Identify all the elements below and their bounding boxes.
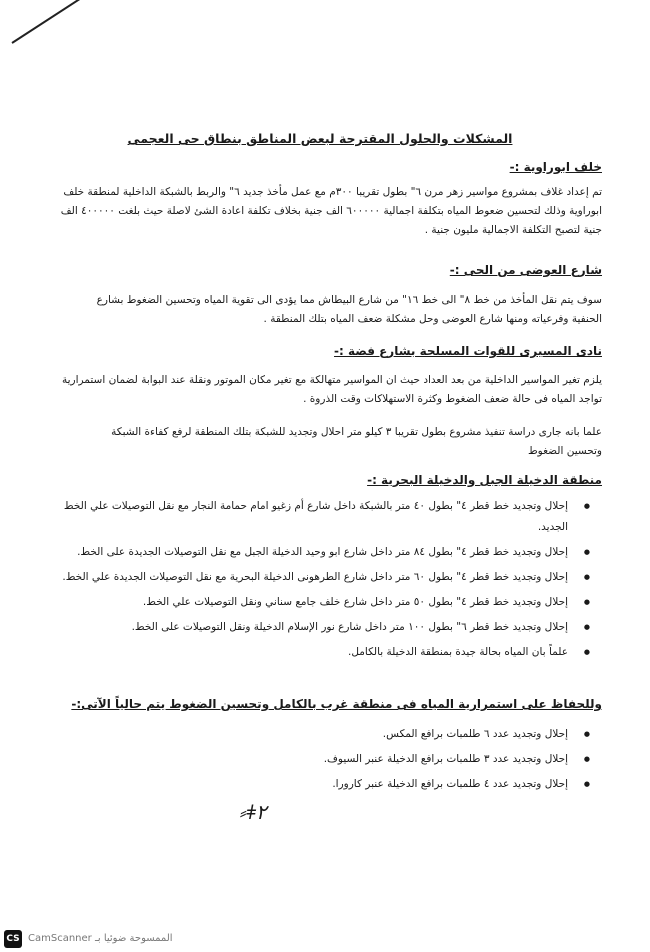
dekheila-bullet-list — [60, 496, 590, 667]
section-heading-dekheila: منطقة الدخيلة الجبل والدخيلة البحرية :- — [367, 473, 602, 487]
scanner-footer — [0, 928, 650, 952]
list-item: ● إحلال وتجديد خط قطر ٦" بطول ١٠٠ متر داخل شارع نور الإسلام الدخيلة ونقل التوصيلات على الخط. — [60, 617, 590, 638]
list-item: ● إحلال وتجديد عدد ٦ طلمبات برافع المكس. — [60, 724, 590, 745]
camscanner-logo-icon: CS — [4, 930, 22, 948]
document-title: المشكلات والحلول المقترحة لبعض المناطق بنطاق حى العجمى — [127, 131, 513, 146]
list-item: ● إحلال وتجديد خط قطر ٤" بطول ٥٠ متر داخل شارع خلف جامع سناني ونقل التوصيلات علي الخط. — [60, 592, 590, 613]
list-item: ● إحلال وتجديد خط قطر ٤" بطول ٦٠ متر داخل شارع الطرهونى الدخيلة البحرية مع نقل التوصيلات الجديدة علي الخط. — [60, 567, 590, 588]
section-heading-messiri-club: نادى المسيرى للقوات المسلحة بشارع فضة :- — [334, 344, 602, 358]
section-paragraph: علما بانه جارى دراسة تنفيذ مشروع بطول تقريبا ٣ كيلو متر احلال وتجديد للشبكة بتلك المنطقة لرفع كفاءة الشبكة وتحسين الضغوط — [111, 426, 602, 457]
list-item: ● إحلال وتجديد عدد ٣ طلمبات برافع الدخيلة عنبر السيوف. — [60, 749, 590, 770]
section-paragraph: سوف يتم نقل المأخذ من خط ٨" الى خط ١٦" من شارع البيطاش مما يؤدى الى تقوية المياه وتحسين الضغوط بشارع الحنفية وفرعياته ومنها شارع العوضى وحل مشكلة ضعف المياه بتلك المنطقة . — [96, 294, 602, 325]
section-paragraph: تم إعداد غلاف بمشروع مواسير زهر مرن ٦" بطول تقريبا ٣٠٠م مع عمل مأخذ جديد ٦" والربط بالشبكة الداخلية لمنطقة خلف ابوراوية وذلك لتحسين ضعوط المياه بتكلفة اجمالية ٦٠٠٠٠٠ الف جنية بخلاف تكلفة اعادة الشئ لاصلة حيث بلغت ٤٠٠٠٠٠ الف جنية لتصبح التكلفة الاجمالية مليون جنية . — [60, 186, 602, 236]
west-zone-bullet-list — [60, 724, 590, 799]
list-item: ● إحلال وتجديد عدد ٤ طلمبات برافع الدخيلة عنبر كارورا. — [60, 774, 590, 795]
pen-stroke — [11, 0, 104, 44]
list-item: ● علماً بان المياه بحالة جيدة بمنطقة الدخيلة بالكامل. — [60, 642, 590, 663]
section-heading-west-zone: وللحفاظ على استمرارية المياه فى منطقة غرب بالكامل وتحسين الضغوط يتم حالياً الآتى:- — [71, 697, 602, 711]
list-item: ● إحلال وتجديد خط قطر ٤" بطول ٤٠ متر بالشبكة داخل شارع أم زغيو امام حمامة النجار مع نقل التوصيلات علي الخط الجديد. — [60, 496, 590, 538]
handwritten-signature: ⸗ǂ٢ — [240, 800, 267, 824]
camscanner-brand-text: الممسوحة ضوئيا بـ CamScanner — [28, 933, 173, 944]
list-item: ● إحلال وتجديد خط قطر ٤" بطول ٨٤ متر داخل شارع ابو وحيد الدخيلة الجبل مع نقل التوصيلات الجديدة على الخط. — [60, 542, 590, 563]
section-heading-awady-street: شارع العوضى من الحى :- — [449, 263, 602, 277]
section-paragraph: يلزم تغير المواسير الداخلية من بعد العداد حيث ان المواسير متهالكة مع تغير مكان الموتور ونقلة عند البوابة لضمان استمرارية تواجد المياه فى حالة ضعف الضغوط وكثرة الاستهلاكات وقت الذروة . — [61, 374, 602, 405]
section-heading-khalf-aburawiya: خلف ابوراوية :- — [509, 160, 602, 174]
